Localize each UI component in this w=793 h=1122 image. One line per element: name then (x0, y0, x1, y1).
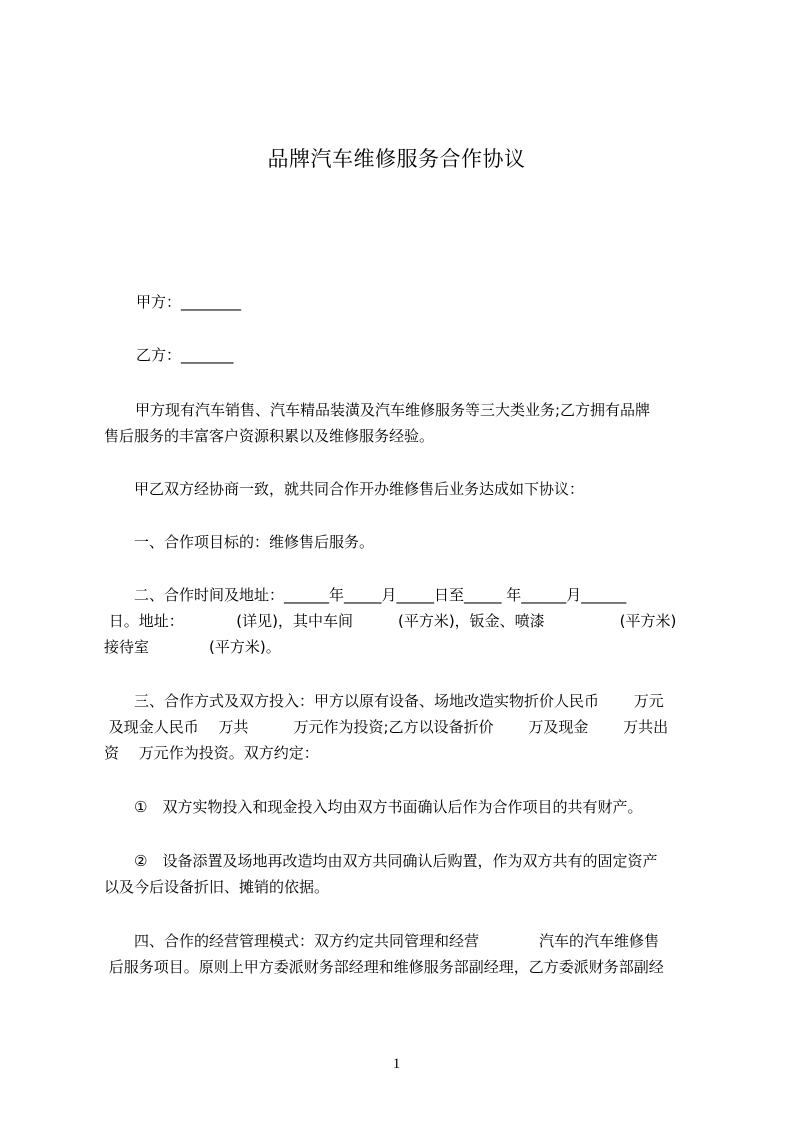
section-1: 一、合作项目标的：维修售后服务。 (104, 533, 375, 551)
section-3-line-3: 资 万元作为投资。双方约定： (104, 744, 319, 762)
section-3-line-1: 三、合作方式及双方投入：甲方以原有设备、场地改造实物折价人民币 万元 (104, 692, 664, 710)
intro-line-2: 售后服务的丰富客户资源积累以及维修服务经验。 (104, 427, 435, 445)
section-2-line-2: 日。地址： (详见)，其中车间 (平方米)，钣金、喷漆 (平方米) (104, 612, 677, 630)
page-title: 品牌汽车维修服务合作协议 (267, 147, 526, 171)
clause-1: ① 双方实物投入和现金投入均由双方书面确认后作为合作项目的共有财产。 (104, 798, 643, 816)
agreement-statement: 甲乙双方经协商一致，就共同合作开办维修售后业务达成如下协议： (104, 480, 585, 498)
section-4-line-2: 后服务项目。原则上甲方委派财务部经理和维修服务部副经理，乙方委派财务部副经 (104, 958, 664, 976)
section-4-line-1: 四、合作的经营管理模式：双方约定共同管理和经营 汽车的汽车维修售 (104, 932, 660, 950)
clause-2-line-1: ② 设备添置及场地再改造均由双方共同确认后购置，作为双方共有的固定资产 (104, 852, 658, 870)
clause-2-line-2: 以及今后设备折旧、摊销的依据。 (104, 878, 330, 896)
section-2-line-1: 二、合作时间及地址：______年_____月_____日至_____ 年______月______ (104, 586, 627, 604)
section-2-line-3: 接待室 (平方米)。 (104, 638, 281, 656)
party-a-line: 甲方：________ (136, 293, 242, 311)
intro-line-1: 甲方现有汽车销售、汽车精品装潢及汽车维修服务等三大类业务;乙方拥有品牌 (120, 401, 651, 419)
page-number: 1 (392, 1056, 401, 1072)
section-3-line-2: 及现金人民币 万共 万元作为投资;乙方以设备折价 万及现金 万共出 (104, 718, 669, 736)
party-b-line: 乙方：_______ (136, 346, 234, 364)
